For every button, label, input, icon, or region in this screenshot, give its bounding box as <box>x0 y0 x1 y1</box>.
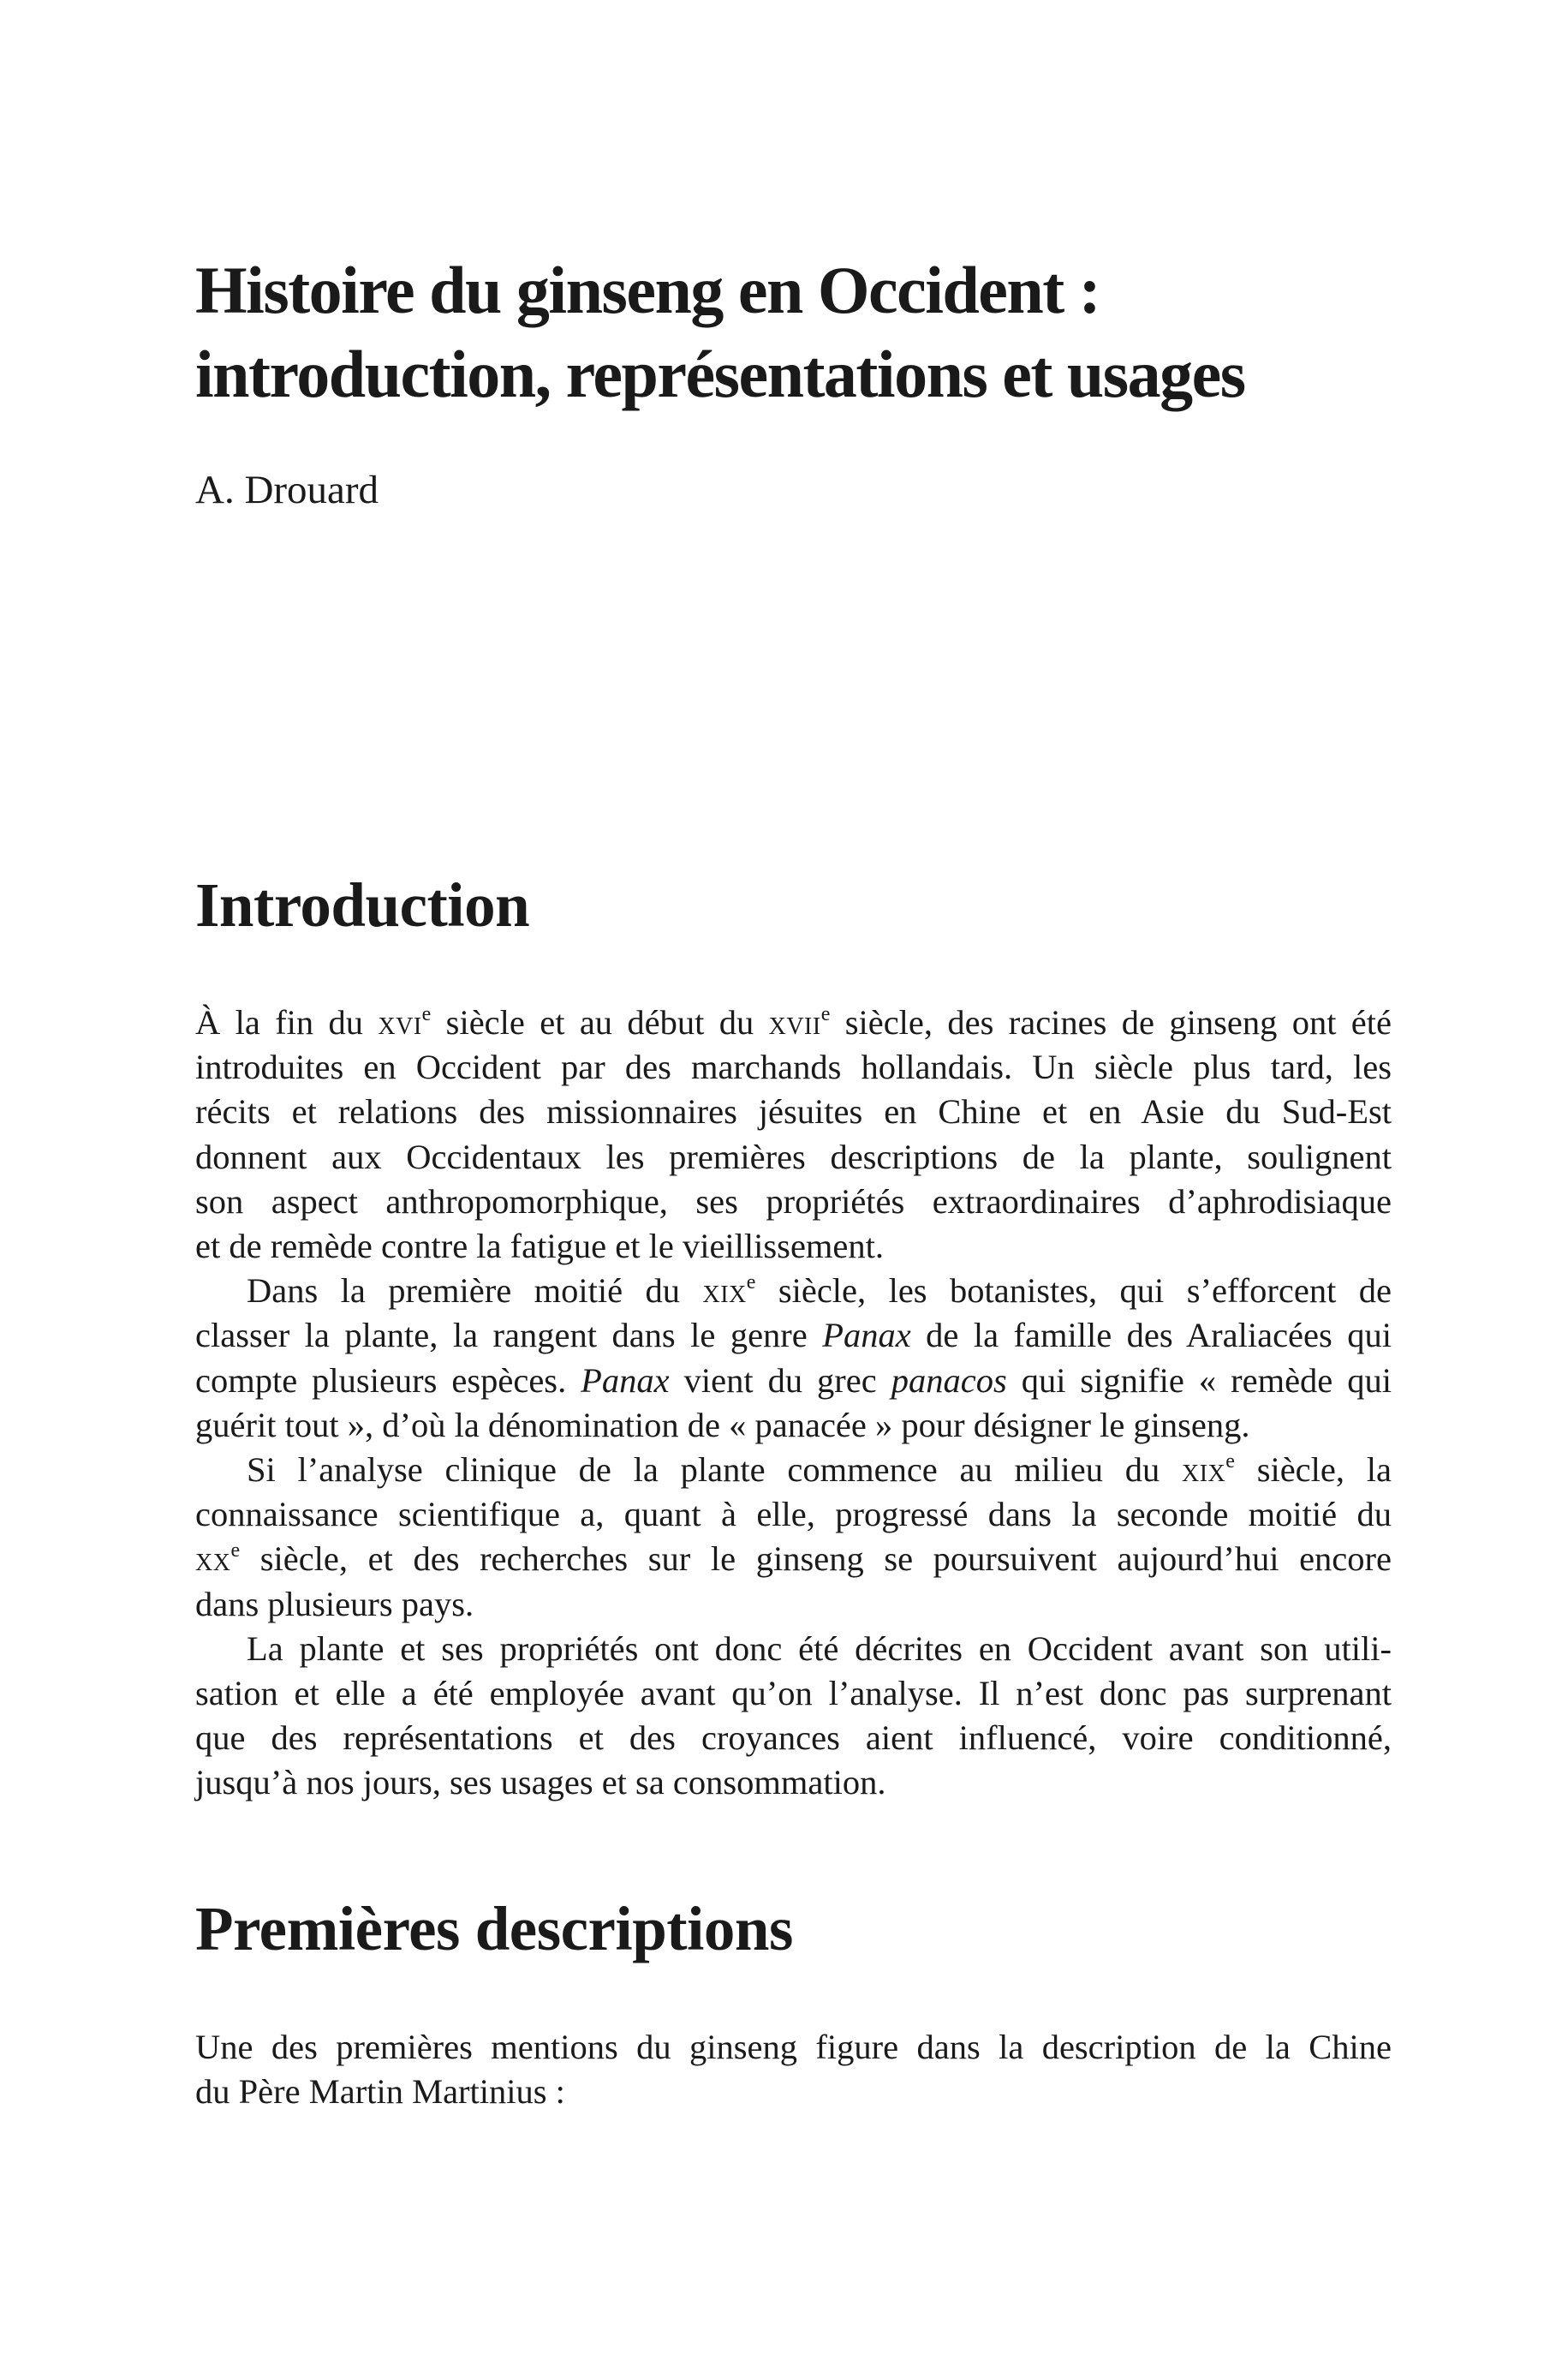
introduction-body <box>195 1001 1392 1806</box>
text-line <box>195 1359 1392 1403</box>
text-line <box>195 1537 1392 1581</box>
century-numeral: xvi <box>378 1003 422 1042</box>
century-numeral: xvii <box>768 1003 821 1042</box>
superscript: e <box>746 1271 756 1294</box>
text-line: du Père Martin Martinius : <box>195 2072 565 2112</box>
article-title <box>195 248 1245 416</box>
title-line-2: introduction, représentations et usages <box>195 337 1245 411</box>
text-line: et de remède contre la fatigue et le vieillissement. <box>195 1227 885 1266</box>
century-numeral: xix <box>702 1271 747 1311</box>
text-run: siècle, des racines de ginseng ont été <box>830 1003 1392 1042</box>
superscript: e <box>230 1539 241 1562</box>
paragraph <box>195 1627 1392 1806</box>
text-run: Dans la première moitié du <box>247 1271 703 1311</box>
text-line: son aspect anthropomorphique, ses propriétés extraordinaires d’aphrodisiaque <box>195 1181 1392 1221</box>
title-line-1: Histoire du ginseng en Occident : <box>195 253 1100 327</box>
text-line: connaissance scientifique a, quant à elle, progressé dans la seconde moitié du <box>195 1495 1392 1534</box>
text-run: compte plusieurs espèces. <box>195 1360 581 1400</box>
text-run: vient du grec <box>669 1360 891 1400</box>
text-run: siècle et au début du <box>431 1003 769 1042</box>
superscript: e <box>820 1003 831 1025</box>
text-line: récits et relations des missionnaires jésuites en Chine et en Asie du Sud-Est <box>195 1092 1392 1132</box>
text-line <box>195 1313 1392 1358</box>
italic-term: panacos <box>891 1360 1007 1400</box>
text-line <box>195 1448 1392 1492</box>
superscript: e <box>1225 1450 1235 1473</box>
text-line: que des représentations et des croyances aient influencé, voire conditionné, <box>195 1718 1392 1758</box>
text-line <box>195 1001 1392 1045</box>
superscript: e <box>421 1003 432 1025</box>
paragraph <box>195 1001 1392 1269</box>
text-line: introduites en Occident par des marchands hollandais. Un siècle plus tard, les <box>195 1048 1392 1087</box>
text-line: La plante et ses propriétés ont donc été décrites en Occident avant son utili- <box>247 1628 1392 1668</box>
text-run: qui signifie « remède qui <box>1006 1360 1392 1400</box>
section-heading-premieres-descriptions: Premières descriptions <box>195 1894 793 1963</box>
paragraph <box>195 2025 1392 2114</box>
paragraph <box>195 1269 1392 1448</box>
author: A. Drouard <box>195 468 379 512</box>
text-line: sation et elle a été employée avant qu’on l’analyse. Il n’est donc pas surprenant <box>195 1674 1392 1713</box>
century-numeral: xx <box>195 1539 231 1579</box>
text-run: siècle, et des recherches sur le ginseng se poursuivent aujourd’hui encore <box>240 1539 1392 1579</box>
premieres-descriptions-body <box>195 2025 1392 2114</box>
text-line: dans plusieurs pays. <box>195 1584 474 1623</box>
text-run: de la famille des Araliacées qui <box>910 1316 1392 1355</box>
italic-term: Panax <box>822 1316 911 1355</box>
text-line: Une des premières mentions du ginseng figure dans la description de la Chine <box>195 2028 1392 2066</box>
text-line: donnent aux Occidentaux les premières descriptions de la plante, soulignent <box>195 1137 1392 1176</box>
text-line <box>195 1269 1392 1313</box>
italic-term: Panax <box>581 1360 670 1400</box>
text-line: jusqu’à nos jours, ses usages et sa consommation. <box>195 1763 886 1802</box>
century-numeral: xix <box>1182 1450 1226 1490</box>
text-run: classer la plante, la rangent dans le genre <box>195 1316 823 1355</box>
text-run: siècle, les botanistes, qui s’efforcent de <box>755 1271 1392 1311</box>
text-run: Si l’analyse clinique de la plante commence au milieu du <box>247 1450 1183 1490</box>
text-line: guérit tout », d’où la dénomination de « panacée » pour désigner le ginseng. <box>195 1405 1250 1444</box>
text-run: siècle, la <box>1234 1450 1392 1490</box>
paragraph <box>195 1448 1392 1627</box>
text-run: À la fin du <box>195 1003 379 1042</box>
section-heading-introduction: Introduction <box>195 870 530 940</box>
